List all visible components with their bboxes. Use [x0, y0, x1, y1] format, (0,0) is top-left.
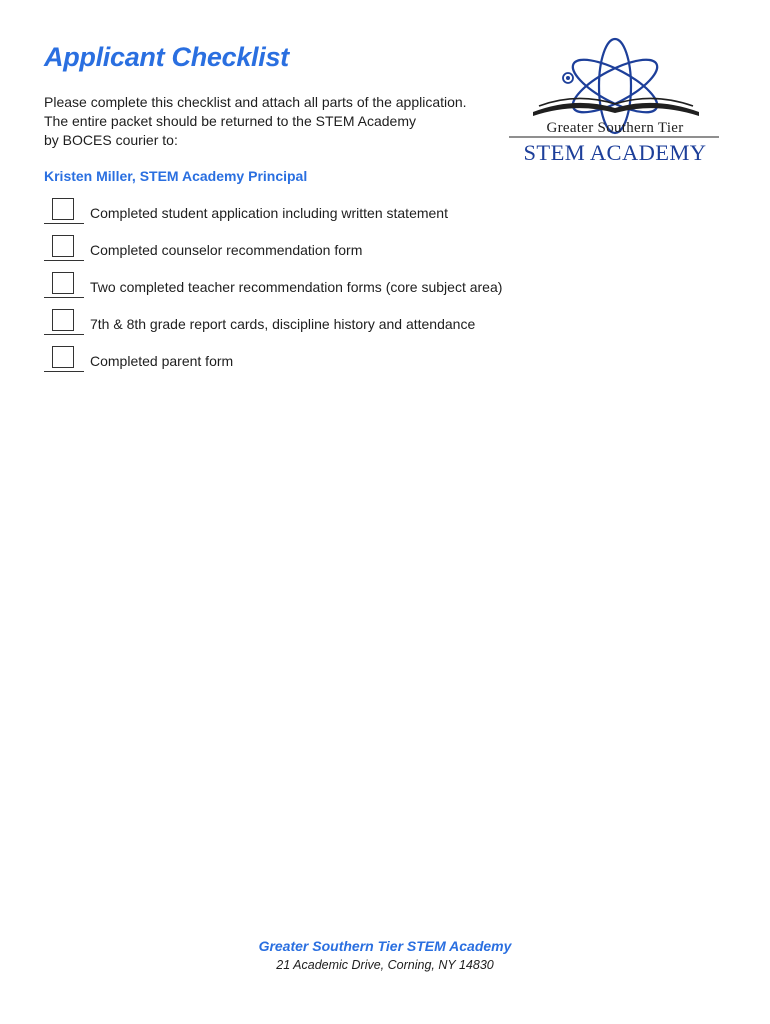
logo-line2: STEM ACADEMY: [523, 140, 707, 165]
checklist-item-label: 7th & 8th grade report cards, discipline history and attendance: [90, 316, 476, 332]
checkbox[interactable]: [52, 309, 74, 331]
checkbox[interactable]: [52, 272, 74, 294]
checkbox-slot: [44, 309, 84, 335]
checkbox-slot: [44, 346, 84, 372]
intro-line: The entire packet should be returned to the STEM Academy: [44, 113, 416, 129]
checklist-item-label: Two completed teacher recommendation forms (core subject area): [90, 279, 503, 295]
intro-text: [44, 93, 504, 150]
checklist-item-label: Completed counselor recommendation form: [90, 242, 363, 258]
checklist-item-label: Completed student application including written statement: [90, 205, 448, 221]
checklist-item-label: Completed parent form: [90, 353, 234, 369]
checkbox-slot: [44, 235, 84, 261]
intro-line: by BOCES courier to:: [44, 132, 178, 148]
checkbox[interactable]: [52, 198, 74, 220]
checkbox[interactable]: [52, 346, 74, 368]
blank-line: [44, 371, 84, 372]
checkbox-slot: [44, 272, 84, 298]
blank-line: [44, 297, 84, 298]
blank-line: [44, 334, 84, 335]
intro-line: Please complete this checklist and attach all parts of the application.: [44, 94, 467, 110]
footer: [0, 938, 770, 972]
logo-line1: Greater Southern Tier: [546, 120, 684, 136]
checkbox-slot: [44, 198, 84, 224]
page-title: Applicant Checklist: [44, 42, 289, 72]
footer-school-name: Greater Southern Tier STEM Academy: [258, 938, 512, 954]
recipient-name: Kristen Miller, STEM Academy Principal: [44, 168, 308, 184]
blank-line: [44, 260, 84, 261]
checkbox[interactable]: [52, 235, 74, 257]
footer-address: 21 Academic Drive, Corning, NY 14830: [276, 958, 494, 972]
stem-academy-logo: [505, 36, 727, 166]
blank-line: [44, 223, 84, 224]
atom-book-icon: [505, 36, 727, 166]
